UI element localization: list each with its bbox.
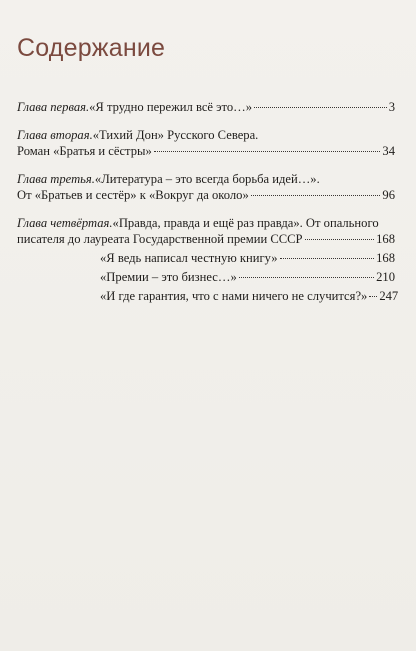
toc-entry-chapter-3[interactable] (17, 171, 395, 187)
chapter-label: Глава третья. (17, 172, 95, 186)
chapter-label: Глава вторая. (17, 128, 93, 142)
page-number: 247 (379, 289, 399, 303)
leader-dots (369, 296, 377, 297)
page-number: 168 (376, 232, 395, 246)
page-number: 3 (388, 100, 395, 114)
entry-title: «Литература – это всегда борьба идей…». (94, 172, 320, 186)
page-title: Содержание (17, 34, 166, 62)
entry-title: «Тихий Дон» Русского Севера. (92, 128, 259, 142)
leader-dots (305, 239, 375, 240)
entry-title: «Премии – это бизнес…» (100, 270, 237, 284)
leader-dots (254, 107, 387, 108)
page-number: 168 (376, 251, 395, 265)
page-number: 96 (382, 188, 395, 202)
toc-entry-chapter-2[interactable] (17, 127, 395, 143)
leader-dots (280, 258, 375, 259)
toc-subentry-3[interactable] (100, 288, 399, 304)
toc-entry-chapter-4[interactable] (17, 215, 395, 231)
toc-subentry-1[interactable] (100, 250, 395, 266)
toc-entry-chapter-1[interactable] (17, 99, 395, 115)
page-number: 34 (382, 144, 395, 158)
entry-title: Роман «Братья и сёстры» (17, 144, 152, 158)
entry-title: От «Братьев и сестёр» к «Вокруг да около» (17, 188, 249, 202)
leader-dots (239, 277, 374, 278)
toc-entry-chapter-4-cont[interactable] (17, 231, 395, 247)
entry-title: «Я трудно пережил всё это…» (89, 100, 253, 114)
page-number: 210 (376, 270, 395, 284)
entry-title: «И где гарантия, что с нами ничего не случится?» (100, 289, 368, 303)
entry-title: писателя до лауреата Государственной премии СССР (17, 232, 303, 246)
toc-subentry-2[interactable] (100, 269, 395, 285)
entry-title: «Правда, правда и ещё раз правда». От опального (112, 216, 379, 230)
toc-entry-chapter-3-cont[interactable] (17, 187, 395, 203)
entry-title: «Я ведь написал честную книгу» (100, 251, 278, 265)
leader-dots (154, 151, 381, 152)
chapter-label: Глава первая. (17, 100, 90, 114)
leader-dots (251, 195, 381, 196)
toc-entry-chapter-2-cont[interactable] (17, 143, 395, 159)
chapter-label: Глава четвёртая. (17, 216, 113, 230)
